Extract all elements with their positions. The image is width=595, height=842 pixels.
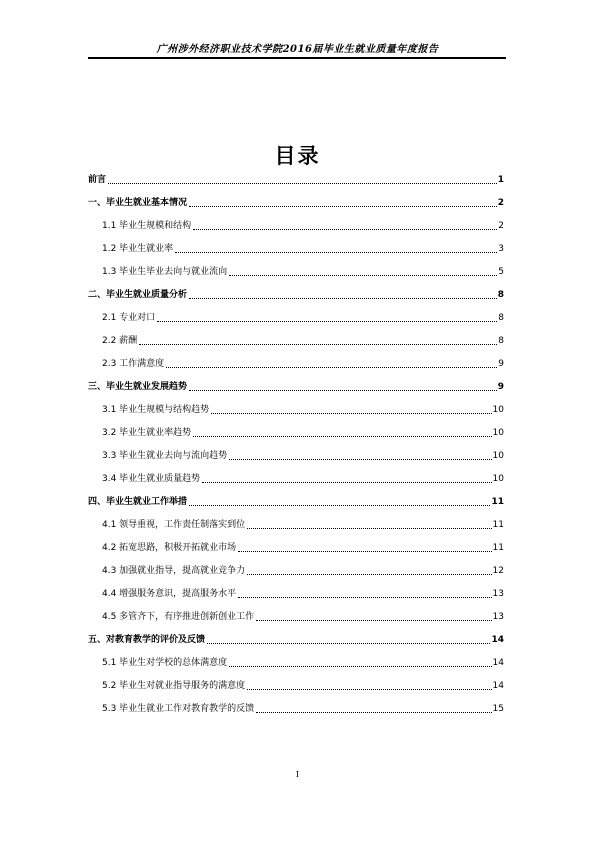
toc-entry-text: 二、毕业生就业质量分析	[88, 290, 188, 300]
toc-entry-page-number: 8	[498, 336, 504, 346]
toc-entry-text: 一、毕业生就业基本情况	[88, 198, 188, 208]
toc-section-entry[interactable]	[88, 632, 504, 646]
toc-entry-text: 5.1 毕业生对学校的总体满意度	[102, 658, 228, 668]
toc-entry-page-number: 5	[498, 267, 504, 277]
toc-entry-page-number: 10	[492, 405, 504, 415]
toc-dot-leader	[189, 390, 497, 391]
toc-entry-text: 3.1 毕业生规模与结构趋势	[102, 405, 210, 415]
toc-entry-page-number: 8	[498, 313, 504, 323]
toc-dot-leader	[256, 620, 491, 621]
toc-entry-text: 4.2 拓宽思路，积极开拓就业市场	[102, 543, 237, 553]
toc-subsection-entry[interactable]	[102, 264, 504, 278]
toc-dot-leader	[189, 505, 490, 506]
toc-dot-leader	[139, 344, 497, 345]
toc-subsection-entry[interactable]	[102, 471, 504, 485]
toc-dot-leader	[247, 689, 491, 690]
toc-entry-text: 3.3 毕业生就业去向与流向趋势	[102, 451, 228, 461]
toc-entry-page-number: 2	[497, 198, 504, 208]
toc-entry-text: 4.3 加强就业指导，提高就业竞争力	[102, 566, 246, 576]
toc-dot-leader	[238, 551, 491, 552]
toc-entry-page-number: 10	[492, 474, 504, 484]
toc-section-entry[interactable]	[88, 494, 504, 508]
toc-entry-page-number: 13	[492, 612, 504, 622]
toc-subsection-entry[interactable]	[102, 448, 504, 462]
toc-section-entry[interactable]	[88, 379, 504, 393]
toc-subsection-entry[interactable]	[102, 701, 504, 715]
toc-entry-text: 4.1 领导重视，工作责任制落实到位	[102, 520, 246, 530]
toc-subsection-entry[interactable]	[102, 425, 504, 439]
toc-subsection-entry[interactable]	[102, 563, 504, 577]
toc-entry-page-number: 11	[492, 520, 504, 530]
toc-entry-page-number: 2	[498, 221, 504, 231]
page-number: I	[295, 770, 300, 779]
toc-entry-text: 4.5 多管齐下，有序推进创新创业工作	[102, 612, 255, 622]
toc-section-entry[interactable]	[88, 287, 504, 301]
toc-entry-page-number: 9	[498, 359, 504, 369]
toc-entry-page-number: 14	[491, 635, 504, 645]
toc-section-entry[interactable]	[88, 195, 504, 209]
toc-dot-leader	[189, 298, 497, 299]
toc-dot-leader	[256, 712, 491, 713]
toc-entry-page-number: 10	[492, 428, 504, 438]
toc-entry-text: 1.2 毕业生就业率	[102, 244, 174, 254]
toc-dot-leader	[229, 275, 497, 276]
toc-dot-leader	[202, 482, 491, 483]
toc-entry-text: 四、毕业生就业工作举措	[88, 497, 188, 507]
toc-subsection-entry[interactable]	[102, 356, 504, 370]
toc-title: 目录	[274, 144, 321, 168]
toc-entry-page-number: 9	[497, 382, 504, 392]
toc-entry-text: 5.2 毕业生对就业指导服务的满意度	[102, 681, 246, 691]
toc-subsection-entry[interactable]	[102, 540, 504, 554]
toc-dot-leader	[175, 252, 497, 253]
toc-entry-text: 2.2 薪酬	[102, 336, 138, 346]
toc-dot-leader	[166, 367, 497, 368]
toc-entry-text: 三、毕业生就业发展趋势	[88, 382, 188, 392]
toc-entry-text: 前言	[88, 175, 107, 185]
toc-subsection-entry[interactable]	[102, 333, 504, 347]
toc-entry-text: 1.1 毕业生规模和结构	[102, 221, 192, 231]
toc-subsection-entry[interactable]	[102, 655, 504, 669]
toc-entry-text: 五、对教育教学的评价及反馈	[88, 635, 206, 645]
toc-entry-page-number: 11	[492, 543, 504, 553]
toc-dot-leader	[247, 528, 491, 529]
toc-entry-page-number: 15	[492, 704, 504, 714]
toc-entry-page-number: 13	[492, 589, 504, 599]
toc-entry-text: 4.4 增强服务意识，提高服务水平	[102, 589, 237, 599]
toc-subsection-entry[interactable]	[102, 678, 504, 692]
toc-entry-page-number: 3	[498, 244, 504, 254]
toc-subsection-entry[interactable]	[102, 586, 504, 600]
toc-dot-leader	[247, 574, 491, 575]
toc-entry-text: 5.3 毕业生就业工作对教育教学的反馈	[102, 704, 255, 714]
toc-dot-leader	[108, 183, 497, 184]
toc-dot-leader	[189, 206, 497, 207]
toc-dot-leader	[229, 459, 491, 460]
toc-entry-text: 3.4 毕业生就业质量趋势	[102, 474, 201, 484]
toc-dot-leader	[193, 436, 491, 437]
toc-subsection-entry[interactable]	[102, 609, 504, 623]
toc-subsection-entry[interactable]	[102, 517, 504, 531]
toc-dot-leader	[207, 643, 490, 644]
toc-entry-page-number: 12	[492, 566, 504, 576]
toc-dot-leader	[157, 321, 497, 322]
toc-subsection-entry[interactable]	[102, 310, 504, 324]
toc-entry-page-number: 14	[492, 681, 504, 691]
toc-entry-text: 2.3 工作满意度	[102, 359, 165, 369]
toc-section-entry[interactable]	[88, 172, 504, 186]
running-header-title: 广州涉外经济职业技术学院2016届毕业生就业质量年度报告	[156, 44, 439, 55]
toc-subsection-entry[interactable]	[102, 402, 504, 416]
toc-entry-page-number: 10	[492, 451, 504, 461]
toc-subsection-entry[interactable]	[102, 241, 504, 255]
toc-subsection-entry[interactable]	[102, 218, 504, 232]
toc-entry-page-number: 11	[491, 497, 504, 507]
toc-entry-page-number: 14	[492, 658, 504, 668]
toc-dot-leader	[211, 413, 491, 414]
toc-entry-text: 1.3 毕业生毕业去向与就业流向	[102, 267, 228, 277]
toc-dot-leader	[193, 229, 497, 230]
toc-dot-leader	[229, 666, 491, 667]
toc-entry-text: 3.2 毕业生就业率趋势	[102, 428, 192, 438]
toc-entry-page-number: 8	[497, 290, 504, 300]
toc-entry-text: 2.1 专业对口	[102, 313, 156, 323]
toc-entry-page-number: 1	[497, 175, 504, 185]
toc-dot-leader	[238, 597, 491, 598]
